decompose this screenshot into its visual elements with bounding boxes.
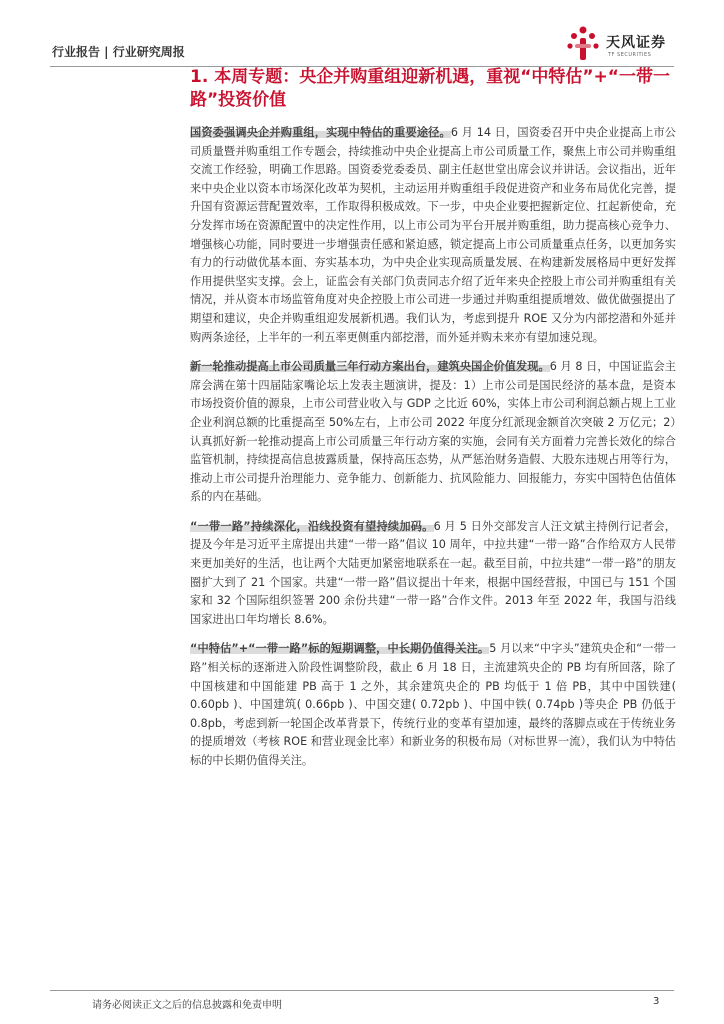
company-logo	[566, 24, 676, 64]
breadcrumb: 行业报告 | 行业研究周报	[52, 45, 185, 59]
paragraph-lead: 新一轮推动提高上市公司质量三年行动方案出台，建筑央国企价值发现。	[190, 360, 550, 374]
paragraph-text: 6 月 14 日，国资委召开中央企业提高上市公司质量暨并购重组工作专题会，持续推动中央企业提高上市公司质量工作，聚焦上市公司并购重组交流工作经验，明确工作思路。国资委党委委员、副主任赵世堂出席会议并讲话。会议指出，近年来中央企业以资本市场深化改革为契机，主动运用并购重组手段促进资产和业务布局优化完善，提升国有资源运营配置效率，工作取得积极成效。下一步，中央企业要把握新定位、扛起新使命，充分发挥市场在资源配置中的决定性作用，以上市公司为平台开展并购重组，助力提高核心竞争力、增强核心功能，同时要进一步增强责任感和紧迫感，锁定提高上市公司质量重点任务，以更加务实有力的行动做优基本面、夯实基本功，为中央企业实现高质量发展、在构建新发展格局中更好发挥作用提供坚实支撑。会上，证监会有关部门负责同志介绍了近年来央企控股上市公司并购重组有关情况，并从资本市场监管角度对央企控股上市公司进一步通过并购重组提质增效、做优做强提出了期望和建议，央企并购重组迎发展新机遇。我们认为，考虑到提升 ROE 又分为内部挖潜和外延并购两条途径，上半年的一利五率更侧重内部挖潜，而外延并购未来亦有望加速兑现。	[190, 126, 676, 344]
paragraph-three-year-plan	[190, 358, 676, 507]
paragraph-text: 6 月 8 日，中国证监会主席会满在第十四届陆家嘴论坛上发表主题演讲，提及：1）上市公司是国民经济的基本盘，是资本市场投资价值的源泉，上市公司营业收入与 GDP 之比近 60%，实体上市公司利润总额占规上工业企业利润总额的比重提高至 50%左右，上市公司 2022 年度分红派现金额首次突破 2 万亿元；2）认真抓好新一轮推动提高上市公司质量三年行动方案的实施，会同有关方面着力完善长效化的综合监管机制，持续提高信息披露质量，保持高压态势，从严惩治财务造假、大股东违规占用等行为，推动上市公司提升治理能力、竞争能力、创新能力、抗风险能力、回报能力，夯实中国特色估值体系的内在基础。	[190, 360, 676, 504]
footer-divider	[50, 990, 674, 991]
paragraph-lead: “一带一路”持续深化，沿线投资有望持续加码。	[190, 519, 434, 533]
report-body	[190, 124, 676, 782]
logo-chinese-name: 天风证券	[606, 35, 666, 51]
paragraph-text: 5 月以来“中字头”建筑央企和“一带一路”相关标的逐渐进入阶段性调整阶段，截止 6 月 18 日，主流建筑央企的 PB 均有所回落，除了中国核建和中国能建 PB 高于 1 之外，其余建筑央企的 PB 均低于 1 倍 PB，其中中国铁建( 0.60pb )、中国建筑( 0.66pb )、中国交建( 0.72pb )、中国中铁( 0.74pb )等央企 PB 仍低于 0.8pb，考虑到新一轮国企改革背景下，传统行业的变革有望加速，最终的落脚点或在于传统业务的提质增效（考核 ROE 和营业现金比率）和新业务的积极布局（对标世界一流），我们认为中特估标的中长期仍值得关注。	[190, 642, 676, 767]
page-number: 3	[653, 996, 660, 1007]
paragraph-sasac-mergers	[190, 124, 676, 347]
section-title: 1. 本周专题：央企并购重组迎新机遇，重视“中特估”+“一带一路”投资价值	[190, 67, 670, 110]
paragraph-text: 6 月 5 日外交部发言人汪文斌主持例行记者会，提及今年是习近平主席提出共建“一带一路”倡议 10 周年，中拉共建“一带一路”合作给双方人民带来更加美好的生活，也让两个大陆更加紧密地联系在一起。截至目前，中拉共建“一带一路”的朋友圈扩大到了 21 个国家。共建“一带一路”倡议提出十年来，根据中国经营报，中国已与 151 个国家和 32 个国际组织签署 200 余份共建“一带一路”合作文件。2013 年至 2022 年，我国与沿线国家进出口年均增长 8.6%。	[190, 519, 676, 626]
paragraph-valuation-outlook	[190, 640, 676, 770]
disclaimer-text: 请务必阅读正文之后的信息披露和免责申明	[92, 1000, 282, 1011]
paragraph-lead: “中特估”+“一带一路”标的短期调整，中长期仍值得关注。	[190, 642, 490, 656]
tf-logo-icon	[566, 26, 600, 62]
paragraph-lead: 国资委强调央企并购重组，实现中特估的重要途径。	[190, 126, 451, 139]
logo-english-name: TF SECURITIES	[608, 52, 652, 58]
paragraph-belt-and-road	[190, 518, 676, 630]
